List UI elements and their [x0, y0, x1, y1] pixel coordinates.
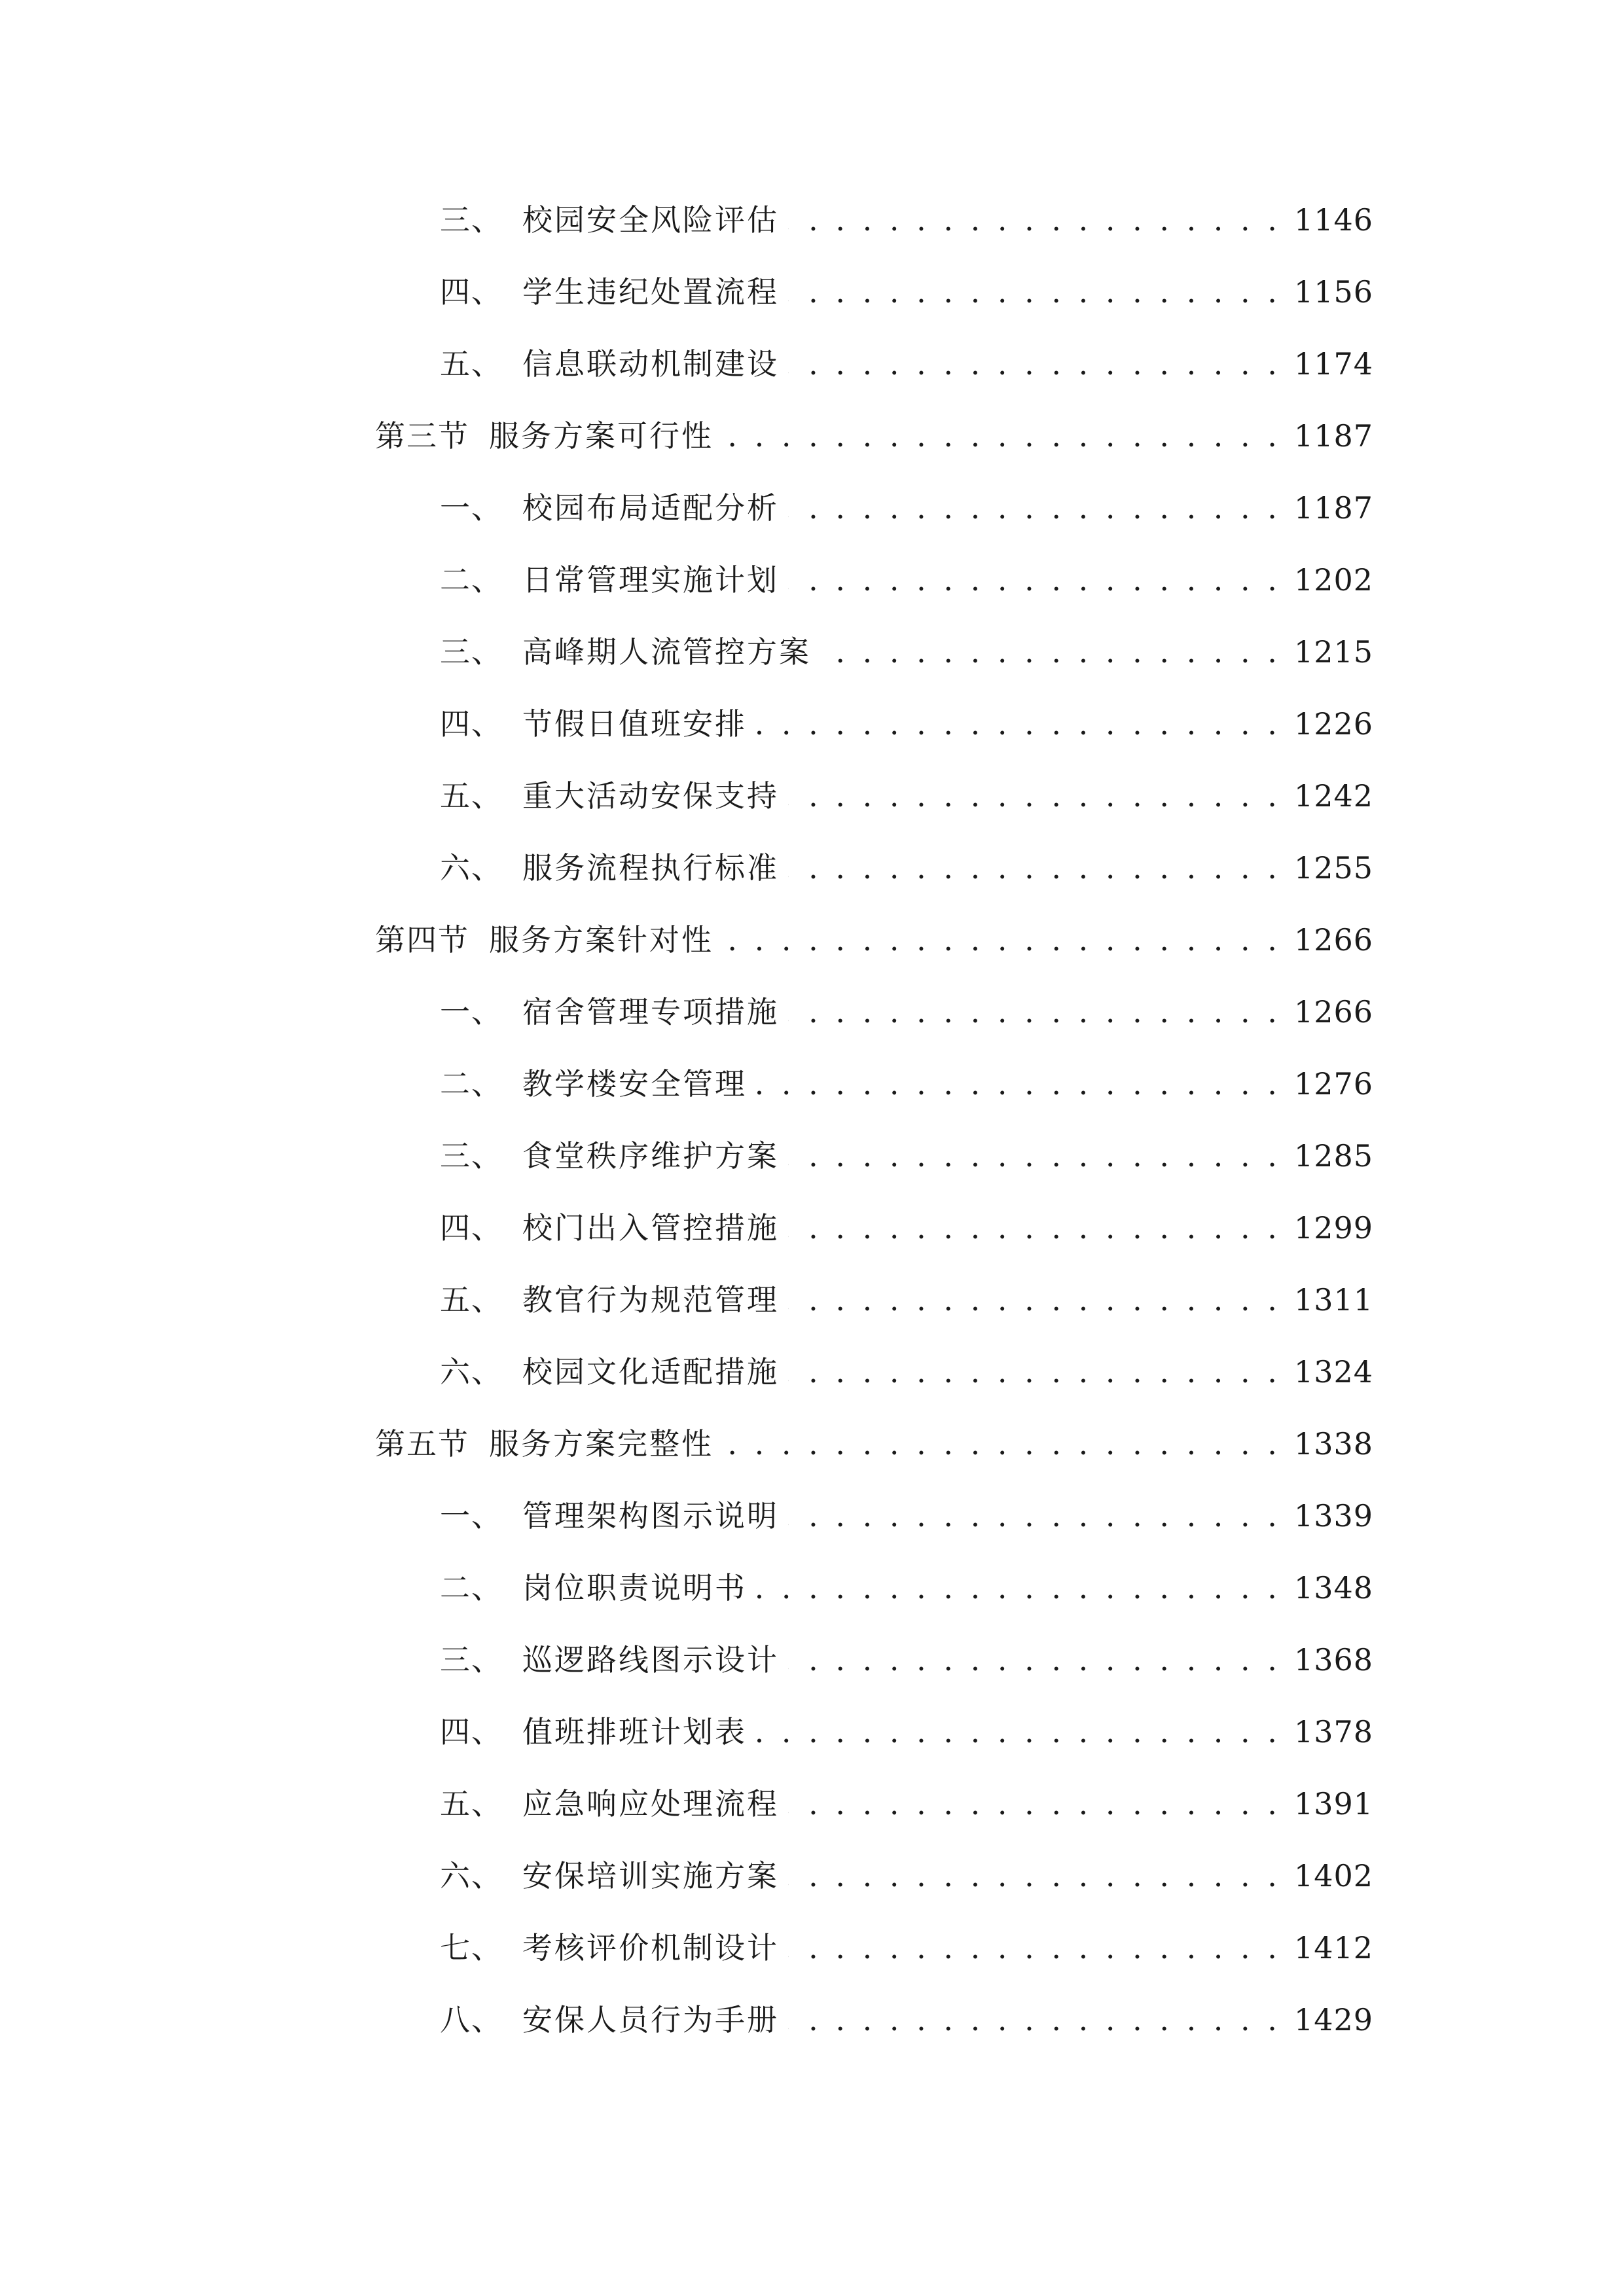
- toc-dot-leader: [788, 554, 1281, 606]
- toc-dot-leader: [788, 1490, 1281, 1542]
- toc-entry-number: 一、: [440, 1498, 503, 1534]
- toc-entry-page: 1266: [1293, 922, 1373, 958]
- toc-entry-page: 1187: [1293, 490, 1373, 526]
- toc-dot-leader: [788, 1130, 1281, 1182]
- toc-entry[interactable]: [0, 1274, 1624, 1326]
- toc-dot-leader: [723, 1418, 1281, 1470]
- toc-entry[interactable]: [0, 482, 1624, 534]
- toc-entry-page: 1339: [1293, 1498, 1373, 1534]
- toc-entry[interactable]: [0, 1634, 1624, 1686]
- toc-entry[interactable]: [0, 1706, 1624, 1758]
- toc-entry-number: 一、: [440, 490, 503, 526]
- toc-entry-title: 管理架构图示说明: [522, 1498, 779, 1534]
- toc-dot-leader: [788, 1922, 1281, 1974]
- toc-entry-title: 食堂秩序维护方案: [522, 1138, 779, 1174]
- toc-entry-title: 值班排班计划表: [522, 1714, 747, 1749]
- toc-entry-page: 1187: [1293, 418, 1373, 454]
- toc-entry-number: 八、: [440, 2002, 503, 2037]
- toc-entry-number: 五、: [440, 346, 503, 382]
- toc-section-entry[interactable]: [0, 1418, 1624, 1470]
- toc-dot-leader: [723, 410, 1281, 462]
- toc-entry[interactable]: [0, 986, 1624, 1038]
- toc-entry-number: 六、: [440, 1354, 503, 1390]
- toc-entry-title: 宿舍管理专项措施: [522, 994, 779, 1030]
- toc-entry-title: 巡逻路线图示设计: [522, 1642, 779, 1677]
- toc-entry-page: 1255: [1293, 850, 1373, 886]
- toc-entry[interactable]: [0, 698, 1624, 750]
- toc-entry-page: 1391: [1293, 1786, 1373, 1821]
- toc-dot-leader: [788, 1850, 1281, 1902]
- toc-entry-number: 三、: [440, 1138, 503, 1174]
- toc-dot-leader: [788, 770, 1281, 822]
- toc-entry[interactable]: [0, 626, 1624, 678]
- toc-entry-page: 1429: [1293, 2002, 1373, 2037]
- toc-dot-leader: [788, 482, 1281, 534]
- toc-entry-page: 1156: [1293, 274, 1373, 310]
- toc-entry[interactable]: [0, 1058, 1624, 1110]
- toc-entry-number: 六、: [440, 850, 503, 886]
- toc-entry-title: 安保培训实施方案: [522, 1858, 779, 1893]
- toc-section-title: 服务方案可行性: [489, 418, 713, 454]
- toc-entry[interactable]: [0, 266, 1624, 318]
- toc-entry[interactable]: [0, 1922, 1624, 1974]
- toc-entry-number: 三、: [440, 1642, 503, 1677]
- toc-entry[interactable]: [0, 1778, 1624, 1830]
- toc-dot-leader: [788, 338, 1281, 390]
- toc-entry-number: 六、: [440, 1858, 503, 1893]
- toc-dot-leader: [788, 1274, 1281, 1326]
- toc-dot-leader: [788, 1994, 1281, 2046]
- toc-entry[interactable]: [0, 1850, 1624, 1902]
- toc-entry-title: 校园布局适配分析: [522, 490, 779, 526]
- toc-entry-page: 1378: [1293, 1714, 1373, 1749]
- toc-dot-leader: [788, 1346, 1281, 1398]
- toc-entry-number: 四、: [440, 274, 503, 310]
- toc-entry-page: 1174: [1293, 346, 1373, 382]
- toc-entry-title: 学生违纪处置流程: [522, 274, 779, 310]
- toc-entry-title: 教官行为规范管理: [522, 1282, 779, 1318]
- toc-dot-leader: [788, 1778, 1281, 1830]
- toc-entry-title: 校门出入管控措施: [522, 1210, 779, 1246]
- toc-dot-leader: [756, 1706, 1281, 1758]
- toc-entry-title: 岗位职责说明书: [522, 1570, 747, 1605]
- toc-entry-number: 二、: [440, 562, 503, 598]
- toc-entry[interactable]: [0, 1994, 1624, 2046]
- toc-entry-number: 四、: [440, 1714, 503, 1749]
- toc-entry-page: 1368: [1293, 1642, 1373, 1677]
- toc-entry-number: 五、: [440, 778, 503, 814]
- toc-entry[interactable]: [0, 1202, 1624, 1254]
- toc-dot-leader: [820, 626, 1281, 678]
- toc-entry-title: 节假日值班安排: [522, 706, 747, 742]
- toc-section-label: 第五节: [375, 1426, 469, 1462]
- toc-entry-number: 三、: [440, 634, 503, 670]
- toc-entry-title: 教学楼安全管理: [522, 1066, 747, 1102]
- toc-entry-title: 考核评价机制设计: [522, 1930, 779, 1965]
- toc-section-entry[interactable]: [0, 914, 1624, 966]
- toc-entry-number: 四、: [440, 706, 503, 742]
- toc-entry-page: 1285: [1293, 1138, 1373, 1174]
- toc-entry-title: 校园文化适配措施: [522, 1354, 779, 1390]
- toc-entry-number: 七、: [440, 1930, 503, 1965]
- toc-entry[interactable]: [0, 1490, 1624, 1542]
- toc-entry-page: 1338: [1293, 1426, 1373, 1462]
- toc-section-entry[interactable]: [0, 410, 1624, 462]
- toc-entry[interactable]: [0, 338, 1624, 390]
- toc-entry-number: 五、: [440, 1282, 503, 1318]
- toc-section-title: 服务方案针对性: [489, 922, 713, 958]
- toc-entry-page: 1242: [1293, 778, 1373, 814]
- toc-entry-page: 1215: [1293, 634, 1373, 670]
- toc-entry[interactable]: [0, 1130, 1624, 1182]
- toc-entry-title: 重大活动安保支持: [522, 778, 779, 814]
- toc-entry-title: 日常管理实施计划: [522, 562, 779, 598]
- toc-dot-leader: [788, 194, 1281, 246]
- toc-entry[interactable]: [0, 842, 1624, 894]
- toc-entry-title: 校园安全风险评估: [522, 202, 779, 238]
- toc-dot-leader: [723, 914, 1281, 966]
- toc-entry-number: 二、: [440, 1066, 503, 1102]
- toc-entry[interactable]: [0, 770, 1624, 822]
- toc-entry-number: 三、: [440, 202, 503, 238]
- toc-entry-page: 1226: [1293, 706, 1373, 742]
- toc-entry-page: 1402: [1293, 1858, 1373, 1893]
- toc-entry-number: 二、: [440, 1570, 503, 1605]
- toc-section-label: 第三节: [375, 418, 469, 454]
- toc-section-title: 服务方案完整性: [489, 1426, 713, 1462]
- toc-entry-title: 安保人员行为手册: [522, 2002, 779, 2037]
- toc-entry-number: 四、: [440, 1210, 503, 1246]
- toc-dot-leader: [788, 1202, 1281, 1254]
- toc-entry-page: 1412: [1293, 1930, 1373, 1965]
- toc-entry[interactable]: [0, 1562, 1624, 1614]
- toc-dot-leader: [788, 842, 1281, 894]
- toc-section-label: 第四节: [375, 922, 469, 958]
- toc-entry-page: 1202: [1293, 562, 1373, 598]
- toc-entry-page: 1276: [1293, 1066, 1373, 1102]
- toc-entry-page: 1146: [1293, 202, 1373, 238]
- toc-dot-leader: [756, 698, 1281, 750]
- toc-entry-title: 应急响应处理流程: [522, 1786, 779, 1821]
- toc-entry[interactable]: [0, 554, 1624, 606]
- toc-entry-title: 高峰期人流管控方案: [522, 634, 811, 670]
- toc-entry-title: 信息联动机制建设: [522, 346, 779, 382]
- toc-entry[interactable]: [0, 194, 1624, 246]
- toc-entry-page: 1348: [1293, 1570, 1373, 1605]
- toc-entry-page: 1311: [1293, 1282, 1373, 1318]
- toc-dot-leader: [756, 1562, 1281, 1614]
- toc-entry-number: 一、: [440, 994, 503, 1030]
- toc-entry-title: 服务流程执行标准: [522, 850, 779, 886]
- toc-dot-leader: [788, 986, 1281, 1038]
- toc-entry-page: 1324: [1293, 1354, 1373, 1390]
- toc-dot-leader: [788, 266, 1281, 318]
- toc-entry-number: 五、: [440, 1786, 503, 1821]
- toc-dot-leader: [788, 1634, 1281, 1686]
- toc-entry-page: 1266: [1293, 994, 1373, 1030]
- toc-entry[interactable]: [0, 1346, 1624, 1398]
- toc-entry-page: 1299: [1293, 1210, 1373, 1246]
- toc-dot-leader: [756, 1058, 1281, 1110]
